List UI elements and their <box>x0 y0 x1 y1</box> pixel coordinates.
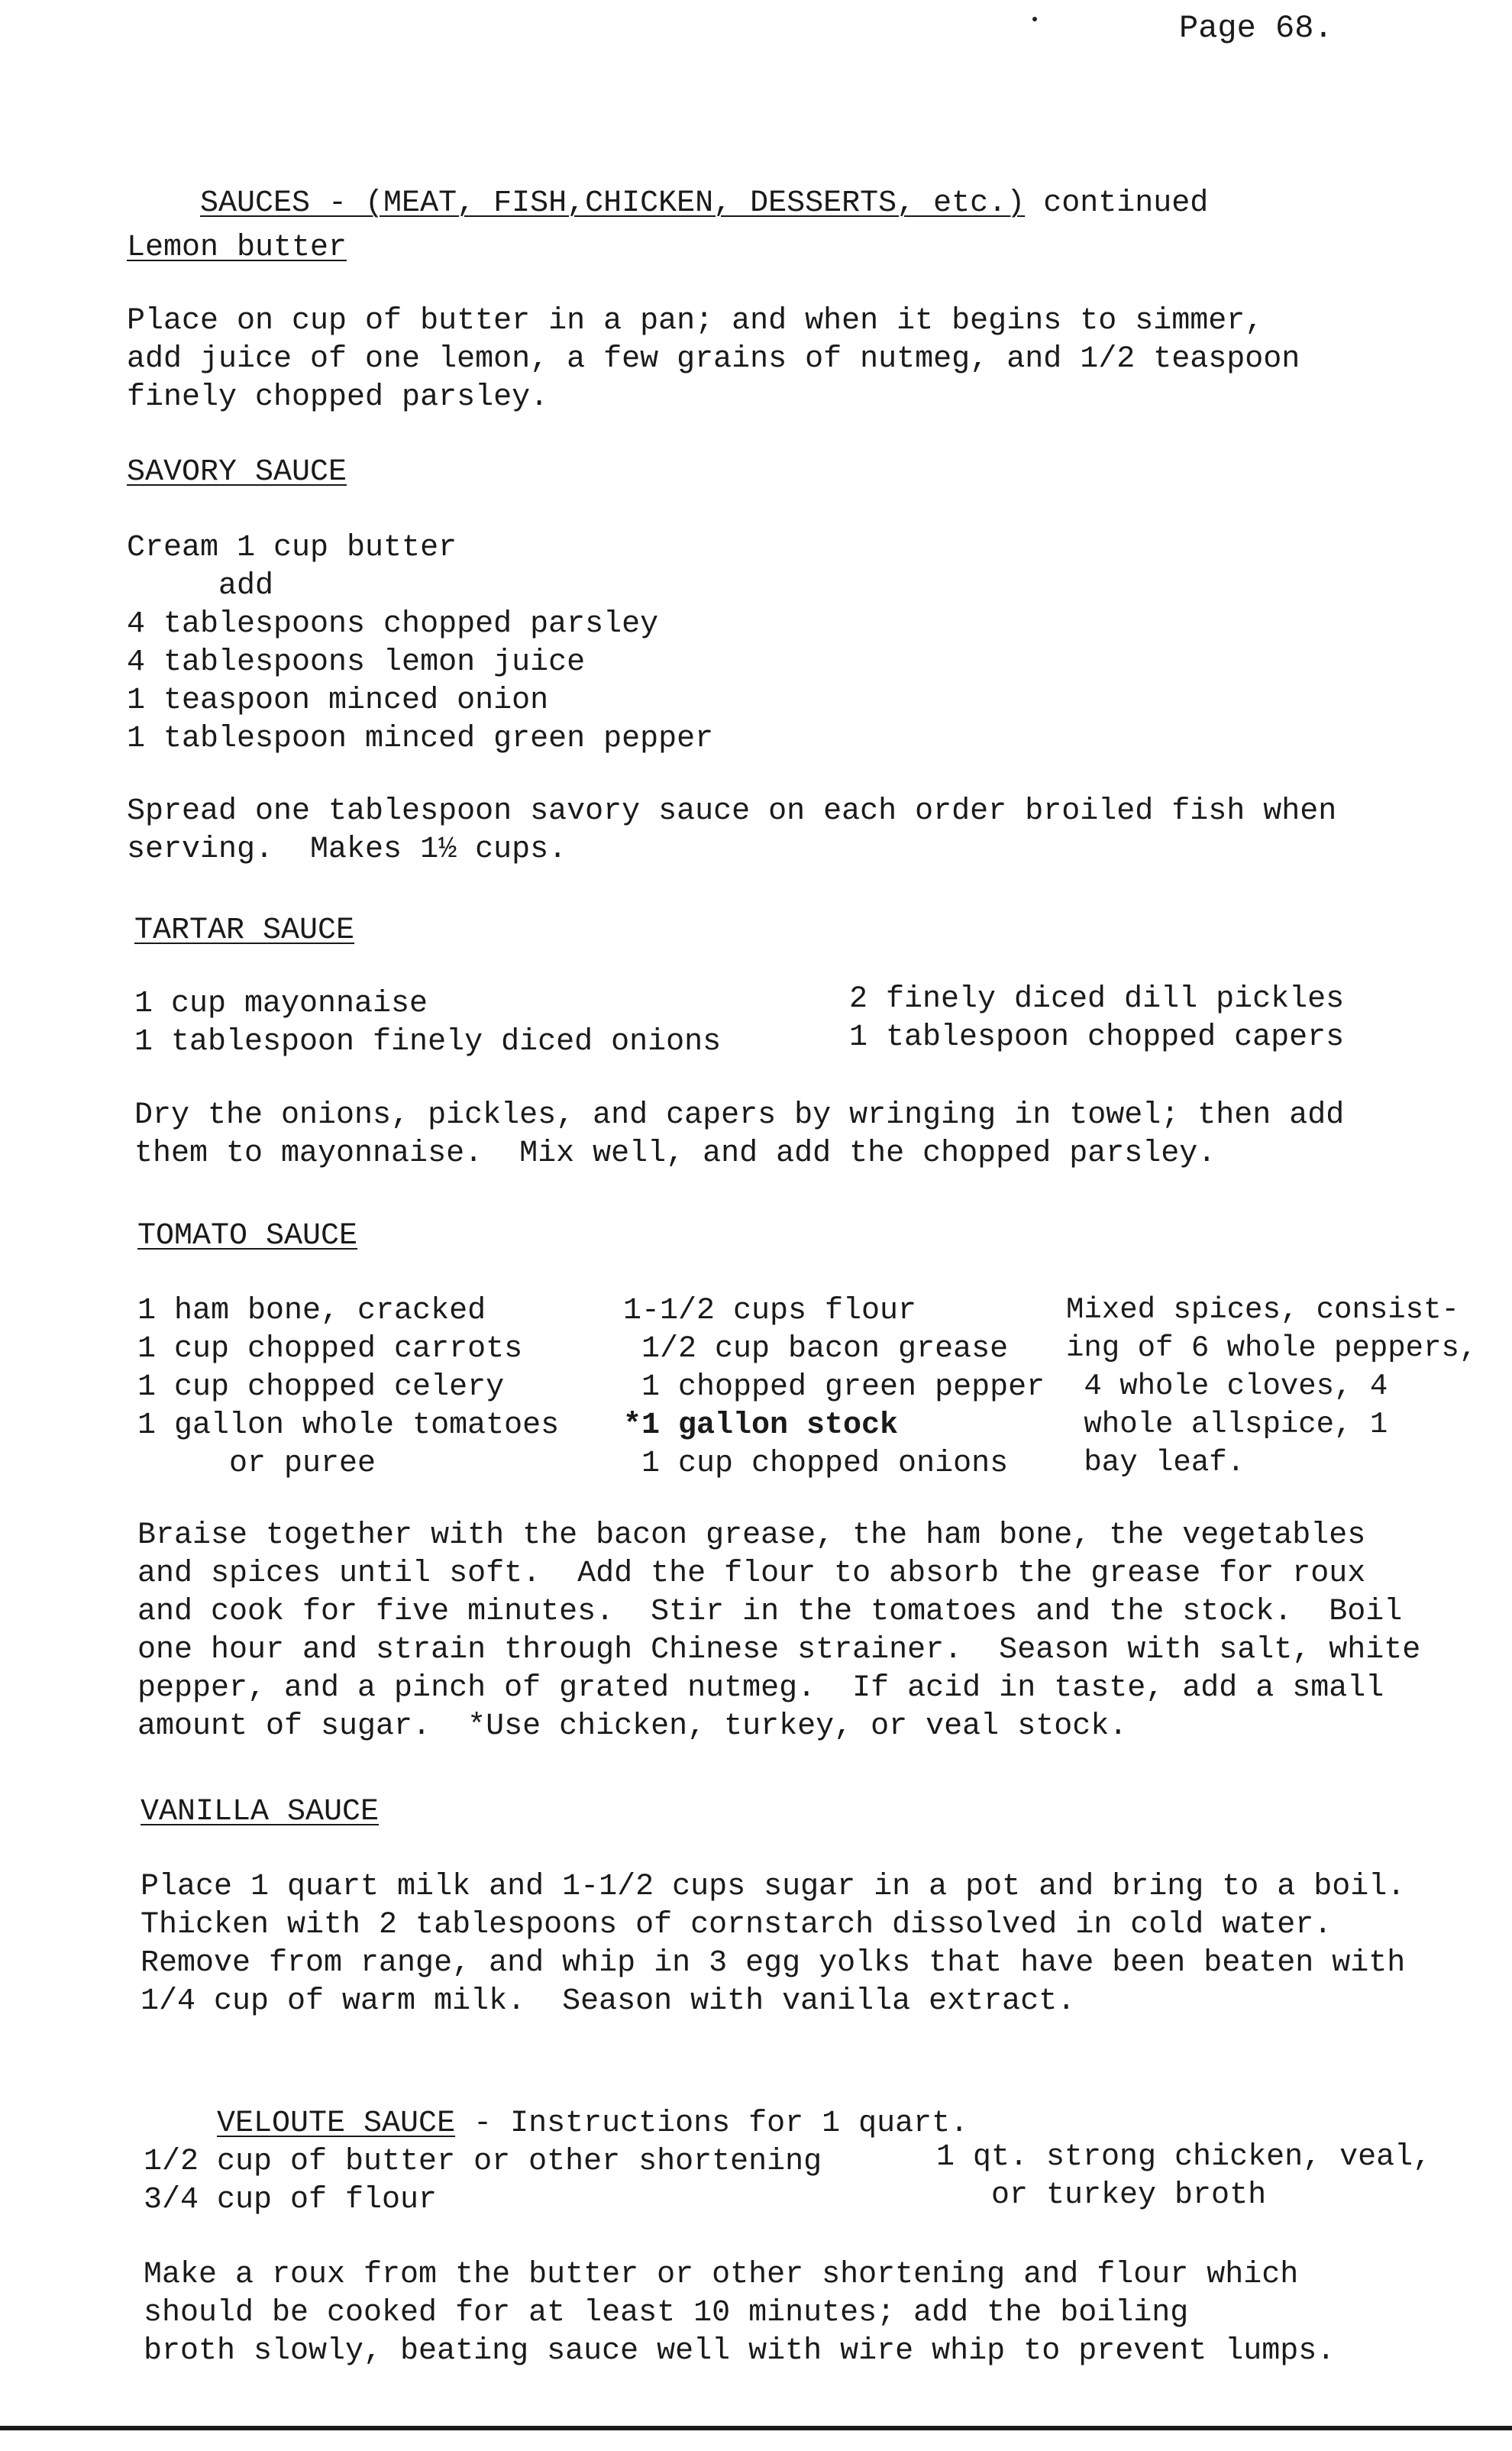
ingredient-line: *1 gallon stock <box>623 1408 899 1443</box>
text-line: 1/4 cup of warm milk. Season with vanilla extract. <box>141 1984 1076 2019</box>
tomato-ingredients-col2 <box>623 1292 1045 1483</box>
text-line: Place on cup of butter in a pan; and when it begins to simmer, <box>127 304 1264 338</box>
veloute-sauce-text <box>144 2256 1335 2371</box>
ingredient-line: 1 tablespoon finely diced onions <box>134 1025 722 1059</box>
text-line: and spices until soft. Add the flour to absorb the grease for roux <box>137 1557 1366 1591</box>
vanilla-sauce-text <box>141 1868 1405 2021</box>
text-line: should be cooked for at least 10 minutes; add the boiling <box>144 2296 1189 2330</box>
text-line: Dry the onions, pickles, and capers by wringing in towel; then add <box>134 1098 1345 1133</box>
ingredient-line: 1/2 cup of butter or other shortening <box>144 2145 822 2179</box>
veloute-ingredients-left <box>144 2143 822 2220</box>
ingredient-line: whole allspice, 1 <box>1066 1408 1388 1441</box>
ingredient-line: 2 finely diced dill pickles <box>849 982 1345 1017</box>
stray-mark <box>1032 17 1037 21</box>
savory-sauce-title: SAVORY SAUCE <box>127 455 347 490</box>
text-line: finely chopped parsley. <box>127 380 549 415</box>
veloute-sauce-title: VELOUTE SAUCE <box>217 2107 456 2141</box>
text-line: them to mayonnaise. Mix well, and add the chopped parsley. <box>134 1137 1216 1171</box>
vanilla-sauce-title: VANILLA SAUCE <box>141 1795 380 1829</box>
ingredient-line: 1 teaspoon minced onion <box>127 684 549 718</box>
ingredient-line: Mixed spices, consist- <box>1066 1293 1459 1327</box>
section-suffix: continued <box>1025 186 1209 221</box>
page-number: Page 68. <box>1179 10 1333 47</box>
text-line: pepper, and a pinch of grated nutmeg. If acid in taste, add a small <box>137 1671 1384 1706</box>
savory-sauce-text <box>127 793 1336 869</box>
ingredient-line: 1 cup mayonnaise <box>134 987 428 1021</box>
lemon-butter-text <box>127 302 1300 417</box>
ingredient-line: 1 tablespoon chopped capers <box>849 1020 1345 1055</box>
ingredient-line: or puree <box>137 1447 376 1481</box>
ingredient-line: ing of 6 whole peppers, <box>1066 1331 1478 1365</box>
veloute-sauce-subtitle: - Instructions for 1 quart. <box>455 2107 969 2141</box>
ingredient-line: 1 chopped green pepper <box>623 1370 1045 1405</box>
ingredient-line: 4 tablespoons lemon juice <box>127 645 586 680</box>
text-line: Place 1 quart milk and 1-1/2 cups sugar in a pot and bring to a boil. <box>141 1870 1406 1904</box>
text-line: broth slowly, beating sauce well with wire whip to prevent lumps. <box>144 2334 1336 2369</box>
tomato-spices-col3 <box>1066 1291 1477 1482</box>
tartar-sauce-text <box>134 1097 1344 1173</box>
ingredient-line: 4 tablespoons chopped parsley <box>127 607 659 642</box>
ingredient-line: add <box>127 569 274 603</box>
ingredient-line: 1 gallon whole tomatoes <box>137 1408 560 1443</box>
ingredient-line: 1/2 cup bacon grease <box>623 1332 1009 1366</box>
veloute-ingredients-right <box>936 2139 1431 2215</box>
tartar-ingredients-right <box>849 981 1344 1057</box>
text-line: amount of sugar. *Use chicken, turkey, or veal stock. <box>137 1709 1128 1744</box>
section-title: SAUCES - (MEAT, FISH,CHICKEN, DESSERTS, etc.) <box>200 186 1026 221</box>
savory-sauce-ingredients <box>127 529 713 758</box>
text-line: Spread one tablespoon savory sauce on each order broiled fish when <box>127 794 1337 829</box>
ingredient-line: 3/4 cup of flour <box>144 2183 438 2217</box>
ingredient-line: 1 ham bone, cracked <box>137 1294 486 1328</box>
tartar-sauce-title: TARTAR SAUCE <box>134 913 355 948</box>
tomato-sauce-text <box>137 1517 1420 1746</box>
ingredient-line: 1 cup chopped carrots <box>137 1332 523 1366</box>
text-line: Braise together with the bacon grease, the ham bone, the vegetables <box>137 1518 1366 1553</box>
ingredient-line: 1 cup chopped onions <box>623 1447 1009 1481</box>
ingredient-line: 1 tablespoon minced green pepper <box>127 722 714 756</box>
text-line: one hour and strain through Chinese strainer. Season with salt, white <box>137 1633 1421 1667</box>
text-line: Remove from range, and whip in 3 egg yolks that have been beaten with <box>141 1946 1406 1981</box>
ingredient-line: 1 qt. strong chicken, veal, <box>936 2140 1432 2175</box>
bottom-rule <box>0 2426 1512 2430</box>
text-line: Thicken with 2 tablespoons of cornstarch dissolved in cold water. <box>141 1908 1333 1942</box>
ingredient-line: 4 whole cloves, 4 <box>1066 1369 1388 1403</box>
ingredient-line: 1 cup chopped celery <box>137 1370 505 1405</box>
tomato-ingredients-col1 <box>137 1292 559 1483</box>
text-line: add juice of one lemon, a few grains of nutmeg, and 1/2 teaspoon <box>127 342 1300 377</box>
tartar-ingredients-left <box>134 985 721 1062</box>
text-line: Make a roux from the butter or other shortening and flour which <box>144 2258 1299 2292</box>
lemon-butter-title: Lemon butter <box>127 231 347 265</box>
tomato-sauce-title: TOMATO SAUCE <box>137 1219 358 1253</box>
ingredient-line: 1-1/2 cups flour <box>623 1294 917 1328</box>
text-line: and cook for five minutes. Stir in the tomatoes and the stock. Boil <box>137 1595 1403 1629</box>
ingredient-line: or turkey broth <box>936 2178 1267 2213</box>
ingredient-line: Cream 1 cup butter <box>127 531 457 565</box>
ingredient-line: bay leaf. <box>1066 1446 1245 1479</box>
text-line: serving. Makes 1½ cups. <box>127 833 567 867</box>
